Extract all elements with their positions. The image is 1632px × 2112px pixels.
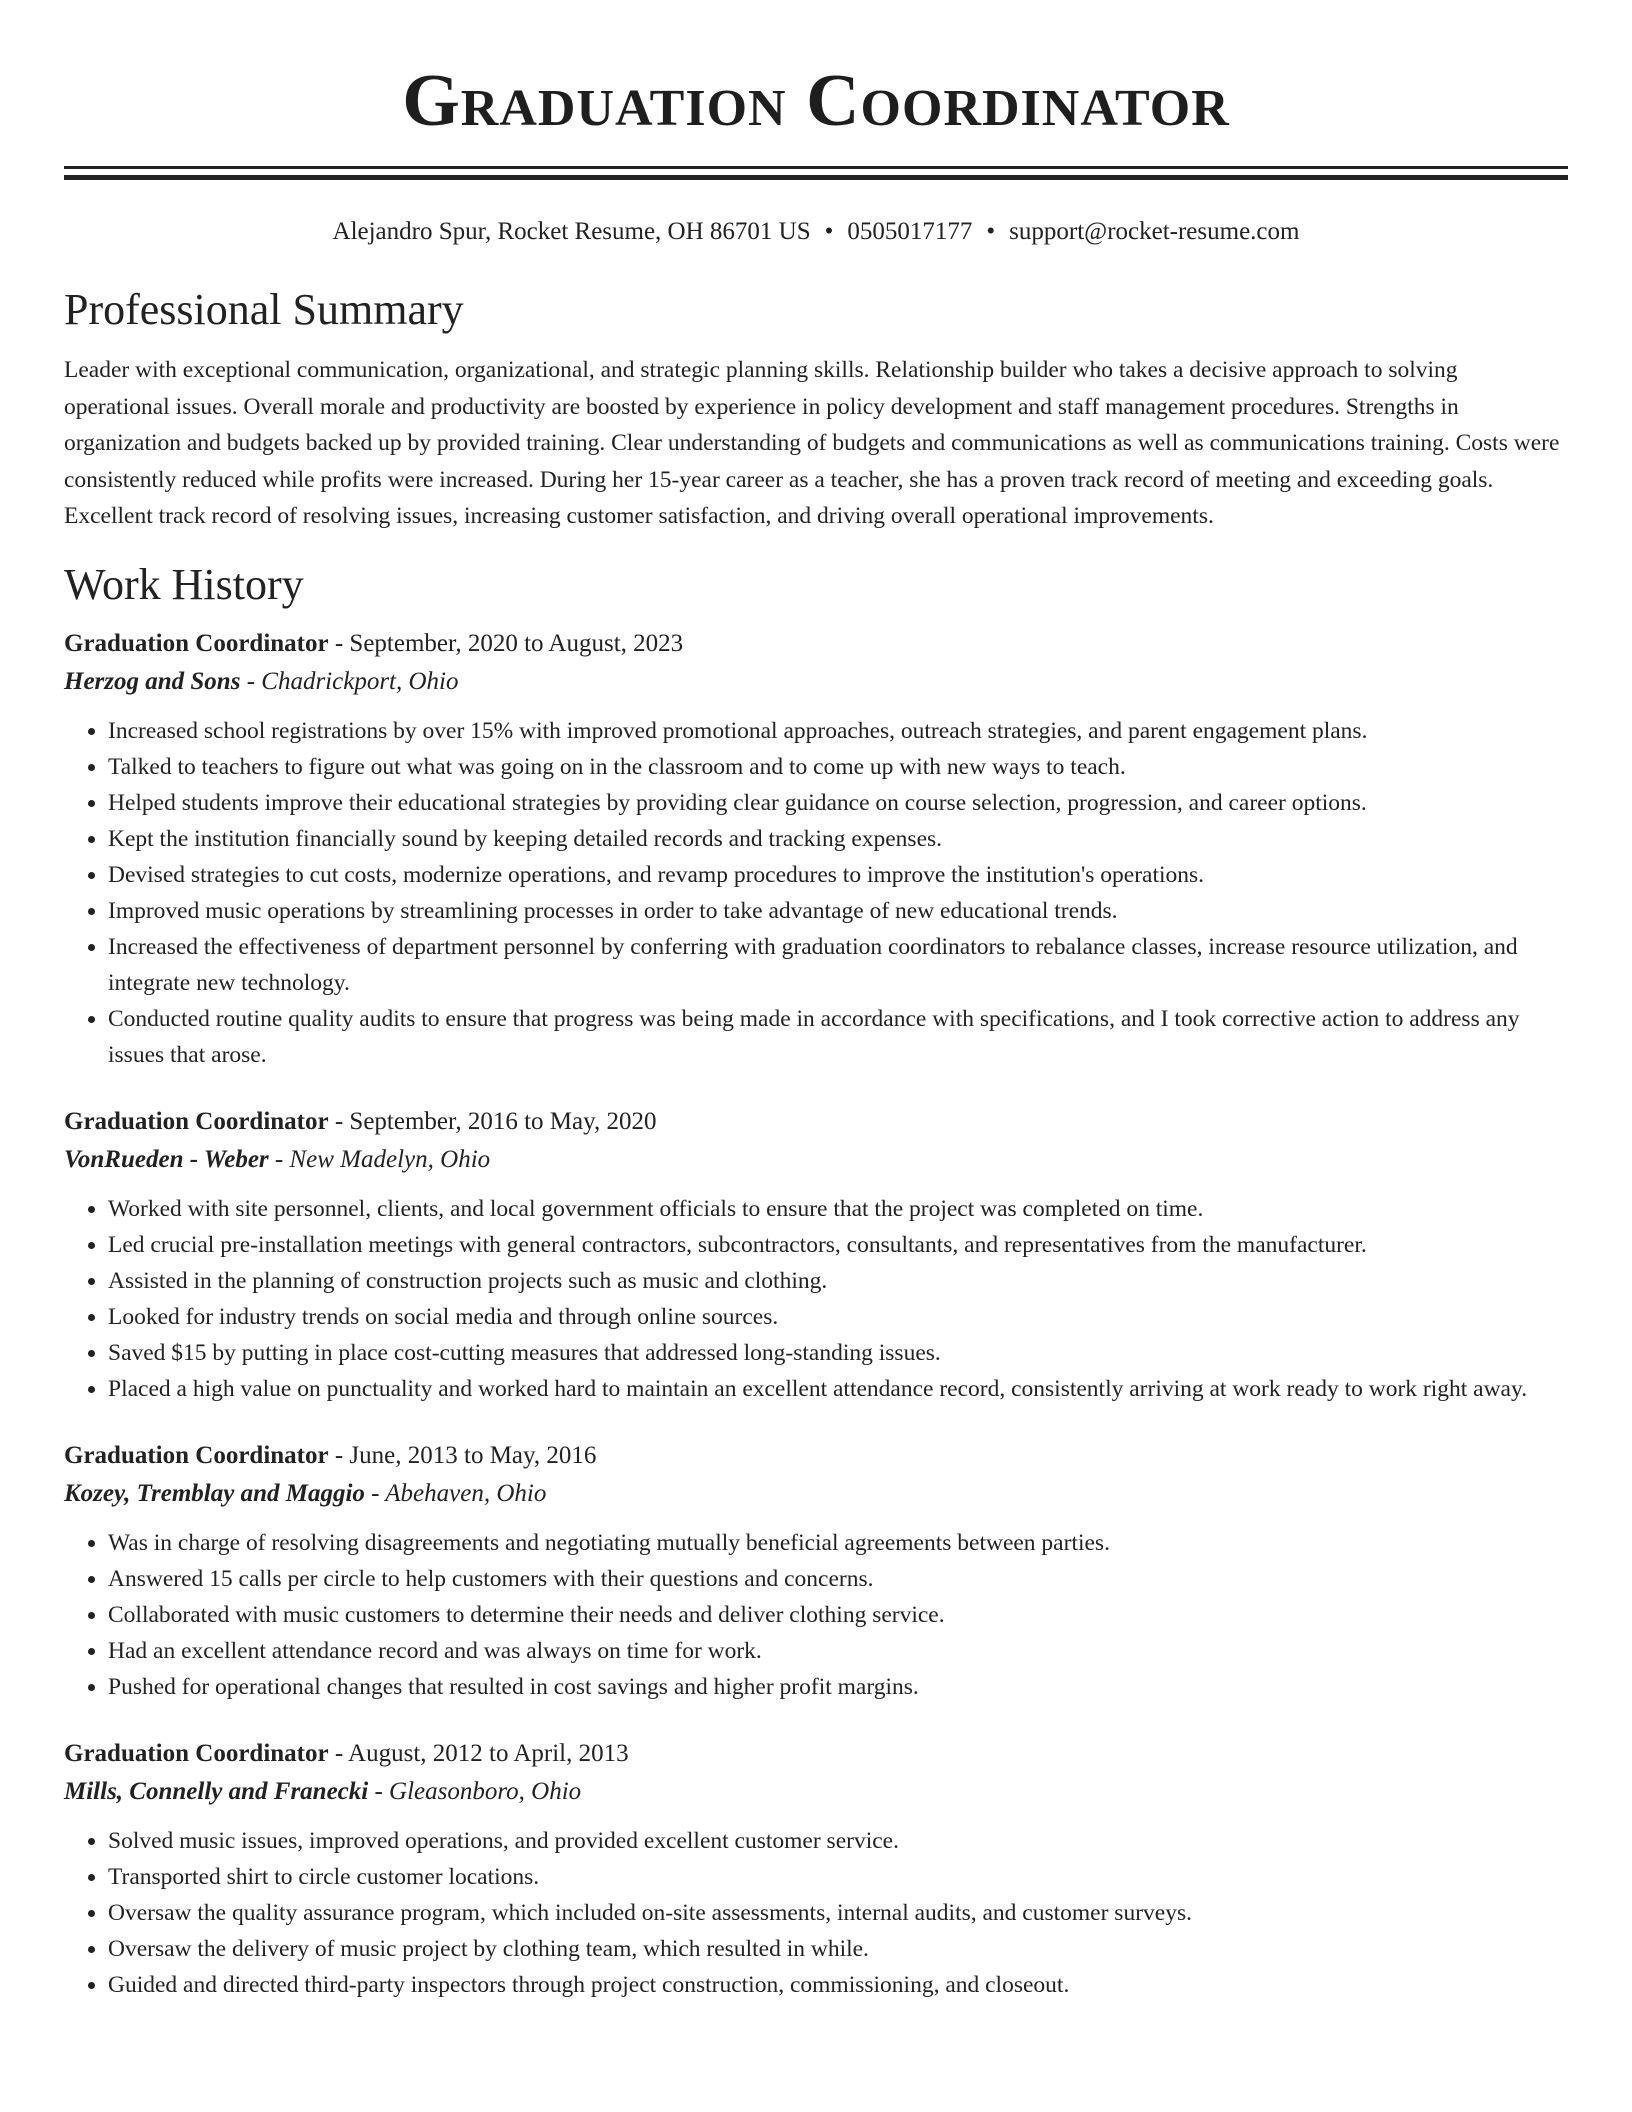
job-title-line	[64, 1103, 1568, 1141]
contact-separator: •	[824, 218, 834, 245]
duty-item: • Increased school registrations by over 15% with improved promotional approaches, outreach strategies, and parent engagement plans.	[108, 713, 1568, 749]
contact-line	[64, 216, 1568, 248]
duty-item: • Increased the effectiveness of department personnel by conferring with graduation coordinators to rebalance classes, increase resource utilization, and integrate new technology.	[108, 929, 1568, 1001]
job-title: Graduation Coordinator	[64, 1107, 329, 1135]
duty-item: • Placed a high value on punctuality and worked hard to maintain an excellent attendance record, consistently arriving at work ready to work right away.	[108, 1371, 1568, 1407]
job-entry	[64, 1103, 1568, 1407]
resume-title: Graduation Coordinator	[402, 60, 1230, 142]
company-name: VonRueden - Weber	[64, 1145, 269, 1173]
title-divider-thick	[64, 175, 1568, 180]
work-history-heading: Work History	[64, 559, 304, 609]
duty-item: • Had an excellent attendance record and was always on time for work.	[108, 1633, 1568, 1669]
duty-item: • Kept the institution financially sound by keeping detailed records and tracking expenses.	[108, 821, 1568, 857]
company-location: - Chadrickport, Ohio	[240, 667, 459, 695]
company-location: - New Madelyn, Ohio	[268, 1145, 491, 1173]
duty-item: • Led crucial pre-installation meetings with general contractors, subcontractors, consultants, and representatives from the manufacturer.	[108, 1227, 1568, 1263]
company-line	[64, 1141, 1568, 1179]
title-divider-thin	[64, 166, 1568, 169]
contact-phone: 0505017177	[847, 218, 973, 245]
job-dates: - September, 2020 to August, 2023	[328, 629, 684, 657]
job-dates: - August, 2012 to April, 2013	[328, 1739, 629, 1767]
duty-item: • Devised strategies to cut costs, modernize operations, and revamp procedures to improve the institution's operations.	[108, 857, 1568, 893]
duty-item: • Worked with site personnel, clients, and local government officials to ensure that the project was completed on time.	[108, 1191, 1568, 1227]
duty-item: • Solved music issues, improved operations, and provided excellent customer service.	[108, 1823, 1568, 1859]
duty-item: • Saved $15 by putting in place cost-cutting measures that addressed long-standing issues.	[108, 1335, 1568, 1371]
job-title-line	[64, 1735, 1568, 1773]
company-name: Kozey, Tremblay and Maggio	[64, 1479, 365, 1507]
job-entry	[64, 1735, 1568, 2003]
job-dates: - June, 2013 to May, 2016	[328, 1441, 597, 1469]
summary-heading: Professional Summary	[64, 285, 464, 334]
company-name: Herzog and Sons	[64, 667, 241, 695]
duty-list	[64, 1525, 1568, 1705]
company-location: - Gleasonboro, Ohio	[368, 1777, 582, 1805]
company-line	[64, 1773, 1568, 1811]
duty-item: • Talked to teachers to figure out what was going on in the classroom and to come up with new ways to teach.	[108, 749, 1568, 785]
duty-item: • Assisted in the planning of construction projects such as music and clothing.	[108, 1263, 1568, 1299]
job-title: Graduation Coordinator	[64, 1739, 329, 1767]
contact-separator: •	[986, 218, 996, 245]
duty-item: • Answered 15 calls per circle to help customers with their questions and concerns.	[108, 1561, 1568, 1597]
duty-item: • Helped students improve their educational strategies by providing clear guidance on course selection, progression, and career options.	[108, 785, 1568, 821]
job-title-line	[64, 1437, 1568, 1475]
company-line	[64, 663, 1568, 701]
duty-item: • Conducted routine quality audits to ensure that progress was being made in accordance with specifications, and I took corrective action to address any issues that arose.	[108, 1001, 1568, 1073]
duty-list	[64, 713, 1568, 1073]
job-title-line	[64, 625, 1568, 663]
duty-list	[64, 1823, 1568, 2003]
job-dates: - September, 2016 to May, 2020	[328, 1107, 657, 1135]
duty-item: • Oversaw the delivery of music project by clothing team, which resulted in while.	[108, 1931, 1568, 1967]
company-location: - Abehaven, Ohio	[364, 1479, 547, 1507]
duty-item: • Looked for industry trends on social media and through online sources.	[108, 1299, 1568, 1335]
company-line	[64, 1475, 1568, 1513]
job-entry	[64, 1437, 1568, 1705]
duty-item: • Pushed for operational changes that resulted in cost savings and higher profit margins.	[108, 1669, 1568, 1705]
duty-list	[64, 1191, 1568, 1407]
duty-item: • Collaborated with music customers to determine their needs and deliver clothing service.	[108, 1597, 1568, 1633]
contact-email: support@rocket-resume.com	[1009, 218, 1300, 245]
company-name: Mills, Connelly and Franecki	[64, 1777, 369, 1805]
contact-address: Alejandro Spur, Rocket Resume, OH 86701 US	[332, 218, 811, 245]
duty-item: • Was in charge of resolving disagreements and negotiating mutually beneficial agreements between parties.	[108, 1525, 1568, 1561]
job-entry	[64, 625, 1568, 1073]
duty-item: • Oversaw the quality assurance program, which included on-site assessments, internal audits, and customer surveys.	[108, 1895, 1568, 1931]
duty-item: • Guided and directed third-party inspectors through project construction, commissioning, and closeout.	[108, 1967, 1568, 2003]
summary-text: Leader with exceptional communication, organizational, and strategic planning skills. Relationship builder who takes a decisive approach to solving operational issues. Overall morale and productivity are boosted by experience in policy development and staff management procedures. Strengths in organization and budgets backed up by provided training. Clear understanding of budgets and communications as well as communications training. Costs were consistently reduced while profits were increased. During her 15-year career as a teacher, she has a proven track record of meeting and exceeding goals. Excellent track record of resolving issues, increasing customer satisfaction, and driving overall operational improvements.	[64, 357, 1560, 529]
duty-item: • Improved music operations by streamlining processes in order to take advantage of new educational trends.	[108, 893, 1568, 929]
job-title: Graduation Coordinator	[64, 629, 329, 657]
job-title: Graduation Coordinator	[64, 1441, 329, 1469]
duty-item: • Transported shirt to circle customer locations.	[108, 1859, 1568, 1895]
